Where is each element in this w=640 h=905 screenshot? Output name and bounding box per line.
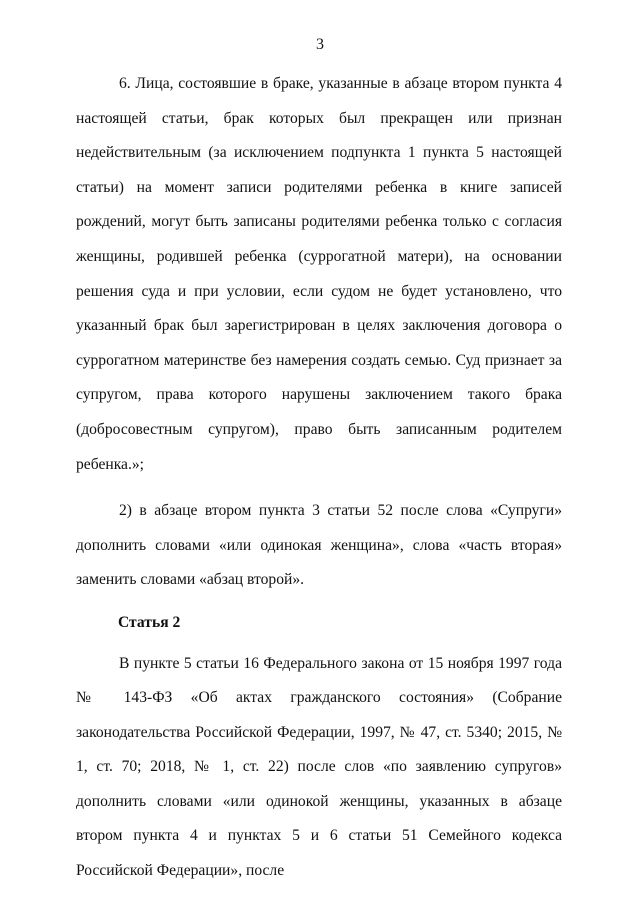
paragraph-item-2-amendment: 2) в абзаце втором пункта 3 статьи 52 после слова «Супруги» дополнить словами «или одинокая женщина», слова «часть вторая» заменить словами «абзац второй». xyxy=(76,502,562,589)
paragraph-article-2-text: В пункте 5 статьи 16 Федерального закона от 15 ноября 1997 года № 143-ФЗ «Об актах гражданского состояния» (Собрание законодательства Российской Федерации, 1997, № 47, ст. 5340; 2015, № 1, ст. 70; 2018, № 1, ст. 22) после слов «по заявлению супругов» дополнить словами «или одинокой женщины, указанных в абзаце втором пункта 4 и пунктах 5 и 6 статьи 51 Семейного кодекса Российской Федерации», после xyxy=(76,654,562,880)
document-body xyxy=(76,67,562,889)
article-heading: Статья 2 xyxy=(118,613,181,631)
paragraph-spacer xyxy=(76,482,562,494)
paragraph-spacer xyxy=(76,598,562,606)
page-number: 3 xyxy=(316,36,324,53)
paragraph-item-6: 6. Лица, состоявшие в браке, указанные в абзаце втором пункта 4 настоящей статьи, брак которых был прекращен или признан недействительным (за исключением подпункта 1 пункта 5 настоящей статьи) на момент записи родителями ребенка в книге записей рождений, могут быть записаны родителями ребенка только с согласия женщины, родившей ребенка (суррогатной матери), на основании решения суда и при условии, если судом не будет установлено, что указанный брак был зарегистрирован в целях заключения договора о суррогатном материнстве без намерения создать семью. Суд признает за супругом, права которого нарушены заключением такого брака (добросовестным супругом), право быть записанным родителем ребенка.»; xyxy=(76,75,562,473)
